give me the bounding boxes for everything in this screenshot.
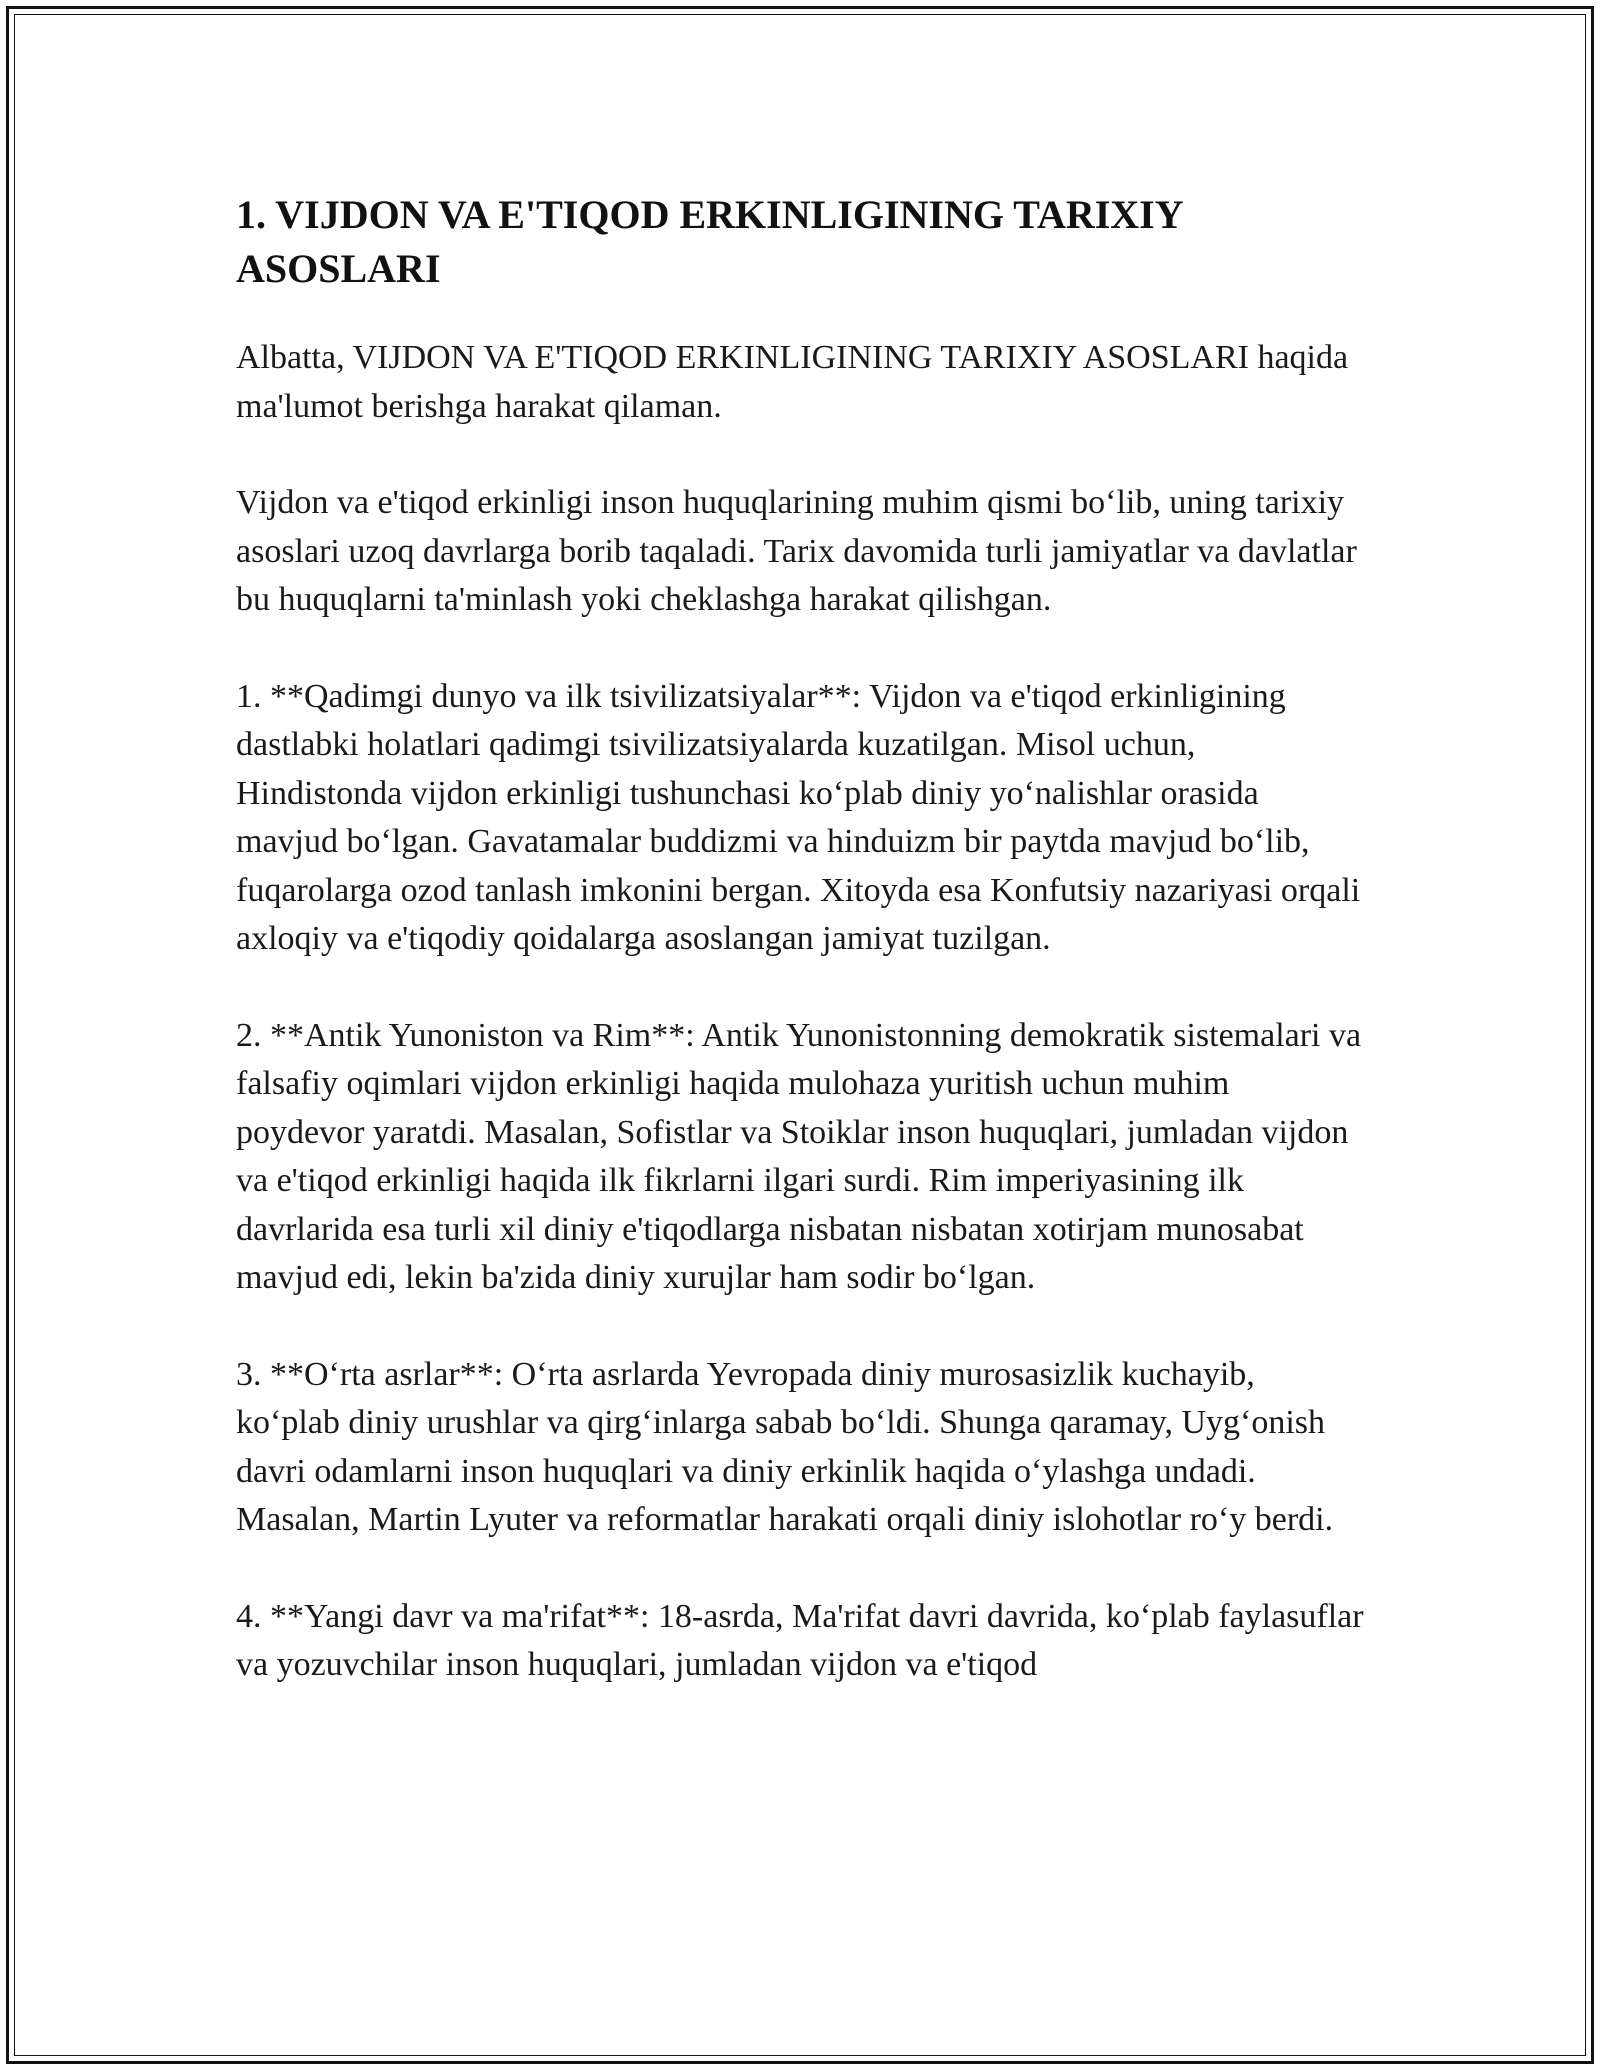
document-body [236,188,1366,1690]
paragraph-enlightenment: 4. **Yangi davr va ma'rifat**: 18-asrda, Ma'rifat davri davrida, ko‘plab faylasuflar va yozuvchilar inson huquqlari, jumladan vijdon va e'tiqod [236,1597,1364,1683]
paragraph-intro: Albatta, VIJDON VA E'TIQOD ERKINLIGINING TARIXIY ASOSLARI haqida ma'lumot berishga harakat qilaman. [236,339,1349,425]
paragraph-antiquity: 2. **Antik Yunoniston va Rim**: Antik Yunonistonning demokratik sistemalari va falsafiy oqimlari vijdon erkinligi haqida mulohaza yuritish uchun muhim poydevor yaratdi. Masalan, Sofistlar va Stoiklar inson huquqlari, jumladan vijdon va e'tiqod erkinligi haqida ilk fikrlarni ilgari surdi. Rim imperiyasining ilk davrlarida esa turli xil diniy e'tiqodlarga nisbatan nisbatan xotirjam munosabat mavjud edi, lekin ba'zida diniy xurujlar ham sodir bo‘lgan. [236,1016,1362,1296]
paragraph-overview: Vijdon va e'tiqod erkinligi inson huquqlarining muhim qismi bo‘lib, uning tarixiy asoslari uzoq davrlarga borib taqaladi. Tarix davomida turli jamiyatlar va davlatlar bu huquqlarni ta'minlash yoki cheklashga harakat qilishgan. [236,484,1357,618]
document-title: 1. VIJDON VA E'TIQOD ERKINLIGINING TARIXIY ASOSLARI [236,192,1183,291]
paragraph-middle-ages: 3. **O‘rta asrlar**: O‘rta asrlarda Yevropada diniy murosasizlik kuchayib, ko‘plab diniy urushlar va qirg‘inlarga sabab bo‘ldi. Shunga qaramay, Uyg‘onish davri odamlarni inson huquqlari va diniy erkinlik haqida o‘ylashga undadi. Masalan, Martin Lyuter va reformatlar harakati orqali diniy islohotlar ro‘y berdi. [236,1355,1334,1538]
paragraph-ancient-world: 1. **Qadimgi dunyo va ilk tsivilizatsiyalar**: Vijdon va e'tiqod erkinligining dastlabki holatlari qadimgi tsivilizatsiyalarda kuzatilgan. Misol uchun, Hindistonda vijdon erkinligi tushunchasi ko‘plab diniy yo‘nalishlar orasida mavjud bo‘lgan. Gavatamalar buddizmi va hinduizm bir paytda mavjud bo‘lib, fuqarolarga ozod tanlash imkonini bergan. Xitoyda esa Konfutsiy nazariyasi orqali axloqiy va e'tiqodiy qoidalarga asoslangan jamiyat tuzilgan. [236,677,1361,957]
